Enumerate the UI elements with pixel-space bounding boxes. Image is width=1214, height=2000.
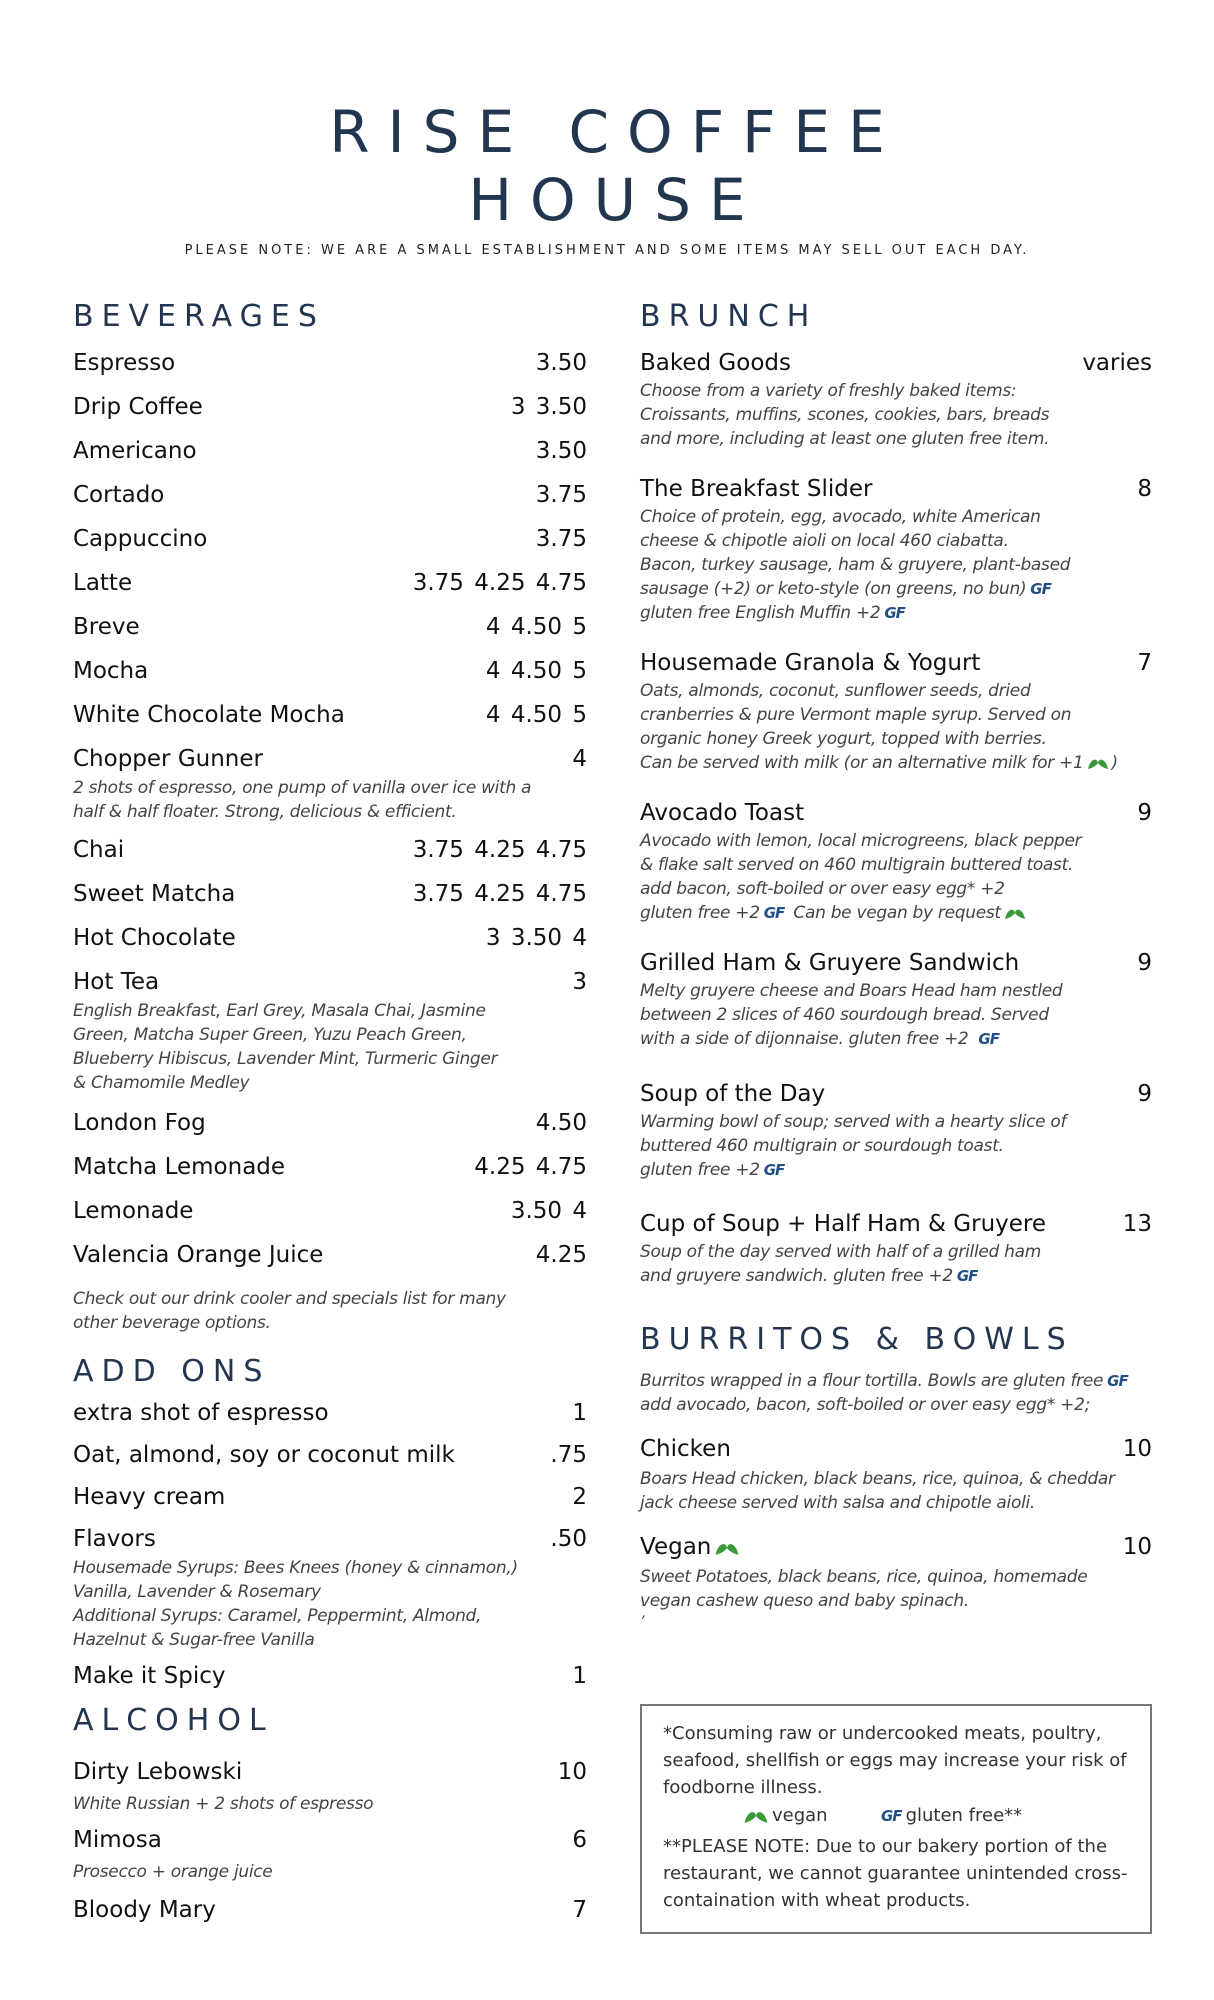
- legend-gf-label: gluten free**: [905, 1805, 1023, 1826]
- menu-item-bloody-mary: [73, 1884, 587, 1930]
- desc-line: [640, 601, 1152, 625]
- menu-item-avocado-toast: [640, 789, 1152, 833]
- menu-item-granola-yogurt: [640, 639, 1152, 683]
- item-name-text: Vegan: [640, 1534, 712, 1560]
- item-name: London Fog: [73, 1110, 206, 1136]
- breakfast-slider-description: [640, 505, 1152, 639]
- menu-item-cappuccino: [73, 515, 587, 559]
- desc-text: Can be served with milk (or an alternative milk for +1: [640, 753, 1084, 773]
- desc-line: cranberries & pure Vermont maple syrup. Served on: [640, 705, 1072, 725]
- desc-text: gluten free +2: [640, 1160, 760, 1180]
- item-name: Chopper Gunner: [73, 746, 263, 772]
- item-price: 4 4.50 5: [485, 658, 587, 684]
- item-price: 10: [1122, 1436, 1152, 1462]
- desc-line: [640, 1027, 1152, 1051]
- desc-line: Sweet Potatoes, black beans, rice, quinoa, homemade: [640, 1567, 1088, 1587]
- menu-item-cortado: [73, 471, 587, 515]
- disclaimer-line: foodborne illness.: [663, 1777, 823, 1798]
- menu-item-grilled-ham-gruyere: [640, 939, 1152, 983]
- desc-line: and more, including at least one gluten free item.: [640, 429, 1050, 449]
- item-name: Matcha Lemonade: [73, 1154, 286, 1180]
- menu-item-latte: [73, 559, 587, 603]
- menu-item-baked-goods: [640, 339, 1152, 383]
- desc-line: Prosecco + orange juice: [73, 1862, 273, 1882]
- icon-legend: [663, 1801, 1130, 1833]
- item-name: Mimosa: [73, 1827, 162, 1853]
- disclaimer-line: **PLEASE NOTE: Due to our bakery portion of the: [663, 1836, 1108, 1857]
- vegan-leaf-icon: [1004, 906, 1026, 920]
- legend-gluten-free: [881, 1802, 1022, 1830]
- desc-line: Croissants, muffins, scones, cookies, bars, breads: [640, 405, 1050, 425]
- desc-line: [640, 751, 1152, 775]
- menu-item-heavy-cream: [73, 1475, 587, 1517]
- gluten-free-icon: GF: [763, 1161, 785, 1179]
- item-name: Sweet Matcha: [73, 881, 236, 907]
- item-name: Americano: [73, 438, 197, 464]
- desc-line: Oats, almonds, coconut, sunflower seeds, dried: [640, 681, 1031, 701]
- menu-item-vegan: [640, 1531, 1152, 1567]
- desc-line: other beverage options.: [73, 1313, 271, 1333]
- chopper-gunner-description: [73, 776, 587, 826]
- desc-line: [640, 1158, 1152, 1182]
- sell-out-notice: PLEASE NOTE: WE ARE A SMALL ESTABLISHMENT AND SOME ITEMS MAY SELL OUT EACH DAY.: [184, 243, 1030, 258]
- desc-line: Avocado with lemon, local microgreens, black pepper: [640, 831, 1082, 851]
- vegan-leaf-icon: [714, 1540, 740, 1556]
- flavors-description: [73, 1556, 587, 1656]
- right-column: [640, 295, 1152, 1633]
- item-price: .75: [550, 1442, 587, 1468]
- desc-line: 2 shots of espresso, one pump of vanilla over ice with a: [73, 778, 532, 798]
- desc-line: Housemade Syrups: Bees Knees (honey & cinnamon,): [73, 1558, 518, 1578]
- item-name: Valencia Orange Juice: [73, 1242, 324, 1268]
- item-name: Chai: [73, 837, 125, 863]
- item-name: Latte: [73, 570, 133, 596]
- desc-line: Melty gruyere cheese and Boars Head ham nestled: [640, 981, 1063, 1001]
- menu-item-chopper-gunner: [73, 735, 587, 779]
- menu-item-extra-shot: [73, 1391, 587, 1433]
- menu-item-espresso: [73, 339, 587, 383]
- menu-item-breakfast-slider: [640, 465, 1152, 509]
- item-name: Baked Goods: [640, 350, 791, 376]
- item-price: 6: [572, 1827, 587, 1853]
- gluten-free-icon: GF: [1030, 580, 1051, 598]
- menu-item-flavors: [73, 1517, 587, 1559]
- menu-item-chai: [73, 826, 587, 870]
- item-name: Lemonade: [73, 1198, 194, 1224]
- gluten-free-icon: GF: [1107, 1372, 1128, 1390]
- desc-line: Blueberry Hibiscus, Lavender Mint, Turmeric Ginger: [73, 1049, 498, 1069]
- desc-line: & flake salt served on 460 multigrain buttered toast.: [640, 855, 1074, 875]
- desc-line: Bacon, turkey sausage, ham & gruyere, plant-based: [640, 555, 1071, 575]
- item-name: Heavy cream: [73, 1484, 226, 1510]
- burritos-bowls-heading: BURRITOS & BOWLS: [640, 1322, 1074, 1357]
- burritos-intro: [640, 1369, 1152, 1433]
- item-name: Mocha: [73, 658, 149, 684]
- item-price: 9: [1137, 950, 1152, 976]
- disclaimer-line: containation with wheat products.: [663, 1890, 971, 1911]
- desc-line: [640, 1264, 1152, 1288]
- desc-text: sausage (+2) or keto-style (on greens, no bun): [640, 579, 1027, 599]
- item-name: Chicken: [640, 1436, 731, 1462]
- gluten-free-icon: GF: [884, 604, 905, 622]
- desc-line: Additional Syrups: Caramel, Peppermint, Almond,: [73, 1606, 482, 1626]
- menu-item-breve: [73, 603, 587, 647]
- desc-line: organic honey Greek yogurt, topped with berries.: [640, 729, 1047, 749]
- desc-line: add bacon, soft-boiled or over easy egg* +2: [640, 879, 1005, 899]
- left-column: [73, 295, 587, 1930]
- beverage-footer-note: [73, 1287, 587, 1353]
- item-price: 3.75 4.25 4.75: [412, 837, 587, 863]
- beverages-heading: BEVERAGES: [73, 299, 325, 334]
- desc-line: White Russian + 2 shots of espresso: [73, 1794, 374, 1814]
- cup-soup-description: [640, 1240, 1152, 1317]
- item-price: 3.50: [535, 350, 587, 376]
- desc-line: Choice of protein, egg, avocado, white American: [640, 507, 1041, 527]
- desc-text: Can be vegan by request: [793, 903, 1001, 923]
- desc-text: gluten free +2: [640, 903, 760, 923]
- menu-item-valencia-orange-juice: [73, 1231, 587, 1275]
- item-name: Dirty Lebowski: [73, 1759, 243, 1785]
- grilled-ham-description: [640, 979, 1152, 1070]
- desc-line: cheese & chipotle aioli on local 460 ciabatta.: [640, 531, 1009, 551]
- item-price: 4.25 4.75: [474, 1154, 587, 1180]
- avocado-toast-description: [640, 829, 1152, 939]
- menu-item-mocha: [73, 647, 587, 691]
- desc-line: Choose from a variety of freshly baked items:: [640, 381, 1017, 401]
- menu-item-dirty-lebowski: [73, 1746, 587, 1792]
- menu-item-drip-coffee: [73, 383, 587, 427]
- item-name: Flavors: [73, 1526, 156, 1552]
- stray-mark: ’: [640, 1614, 645, 1630]
- item-name: Bloody Mary: [73, 1897, 216, 1923]
- menu-item-soup-of-the-day: [640, 1070, 1152, 1114]
- item-price: 3.75: [535, 482, 587, 508]
- item-price: 4.25: [535, 1242, 587, 1268]
- item-name: extra shot of espresso: [73, 1400, 329, 1426]
- desc-line: Green, Matcha Super Green, Yuzu Peach Green,: [73, 1025, 467, 1045]
- item-name: Hot Chocolate: [73, 925, 236, 951]
- item-price: 3: [572, 969, 587, 995]
- desc-text: ): [1111, 753, 1118, 773]
- gluten-free-icon: GF: [763, 904, 785, 922]
- item-price: 2: [572, 1484, 587, 1510]
- desc-text: Burritos wrapped in a flour tortilla. Bowls are gluten free: [640, 1371, 1104, 1391]
- item-name: White Chocolate Mocha: [73, 702, 345, 728]
- mimosa-description: [73, 1860, 587, 1884]
- item-name: [640, 1533, 743, 1561]
- item-price: 3.75 4.25 4.75: [412, 881, 587, 907]
- item-price: 4 4.50 5: [485, 702, 587, 728]
- desc-text: and gruyere sandwich. gluten free +2: [640, 1266, 953, 1286]
- desc-line: & Chamomile Medley: [73, 1073, 250, 1093]
- menu-item-london-fog: [73, 1099, 587, 1143]
- desc-line: Boars Head chicken, black beans, rice, quinoa, & cheddar: [640, 1469, 1115, 1489]
- hot-tea-description: [73, 999, 587, 1099]
- item-price: 3 3.50 4: [485, 925, 587, 951]
- menu-item-alt-milk: [73, 1433, 587, 1475]
- item-price: 1: [572, 1663, 587, 1689]
- gluten-free-icon: GF: [978, 1030, 999, 1048]
- item-price: .50: [550, 1526, 587, 1552]
- title-line-1: RISE COFFEE: [329, 98, 903, 166]
- item-price: 13: [1122, 1211, 1152, 1237]
- menu-item-chicken: [640, 1433, 1152, 1469]
- item-price: 3.50 4: [510, 1198, 587, 1224]
- desc-line: English Breakfast, Earl Grey, Masala Chai, Jasmine: [73, 1001, 486, 1021]
- item-name: Make it Spicy: [73, 1663, 226, 1689]
- menu-item-americano: [73, 427, 587, 471]
- item-name: Breve: [73, 614, 140, 640]
- desc-line: [640, 577, 1152, 601]
- menu-item-matcha-lemonade: [73, 1143, 587, 1187]
- baked-goods-description: [640, 379, 1152, 465]
- item-price: 3.75: [535, 526, 587, 552]
- desc-line: [640, 901, 1152, 925]
- desc-line: between 2 slices of 460 sourdough bread. Served: [640, 1005, 1049, 1025]
- item-price: 7: [572, 1897, 587, 1923]
- item-price: 4: [572, 746, 587, 772]
- item-price: 9: [1137, 1081, 1152, 1107]
- vegan-leaf-icon: [743, 1808, 769, 1824]
- menu-item-make-it-spicy: [73, 1656, 587, 1696]
- item-price: 9: [1137, 800, 1152, 826]
- item-price: 3.75 4.25 4.75: [412, 570, 587, 596]
- disclaimer-line: restaurant, we cannot guarantee unintended cross-: [663, 1863, 1128, 1884]
- item-name: Cup of Soup + Half Ham & Gruyere: [640, 1211, 1047, 1237]
- menu-item-sweet-matcha: [73, 870, 587, 914]
- desc-line: Check out our drink cooler and specials list for many: [73, 1289, 506, 1309]
- dirty-lebowski-description: [73, 1792, 587, 1816]
- item-name: Oat, almond, soy or coconut milk: [73, 1442, 455, 1468]
- menu-item-white-chocolate-mocha: [73, 691, 587, 735]
- menu-item-cup-soup-half-ham: [640, 1200, 1152, 1244]
- item-price: 10: [1122, 1534, 1152, 1560]
- item-name: Cappuccino: [73, 526, 208, 552]
- desc-line: [640, 1369, 1152, 1393]
- menu-item-lemonade: [73, 1187, 587, 1231]
- desc-line: vegan cashew queso and baby spinach.: [640, 1591, 969, 1611]
- item-name: Soup of the Day: [640, 1081, 826, 1107]
- item-price: varies: [1082, 350, 1152, 376]
- menu-item-hot-chocolate: [73, 914, 587, 958]
- item-name: Hot Tea: [73, 969, 160, 995]
- desc-line: add avocado, bacon, soft-boiled or over easy egg* +2;: [640, 1395, 1091, 1415]
- item-name: Drip Coffee: [73, 394, 203, 420]
- desc-line: jack cheese served with salsa and chipotle aioli.: [640, 1493, 1036, 1513]
- item-price: 4 4.50 5: [485, 614, 587, 640]
- item-price: 1: [572, 1400, 587, 1426]
- desc-line: Soup of the day served with half of a grilled ham: [640, 1242, 1041, 1262]
- desc-line: Hazelnut & Sugar-free Vanilla: [73, 1630, 315, 1650]
- menu-item-mimosa: [73, 1816, 587, 1860]
- add-ons-heading: ADD ONS: [73, 1354, 271, 1389]
- item-name: Housemade Granola & Yogurt: [640, 650, 981, 676]
- item-name: Grilled Ham & Gruyere Sandwich: [640, 950, 1020, 976]
- item-price: 4.50: [535, 1110, 587, 1136]
- item-name: Cortado: [73, 482, 165, 508]
- vegan-description: [640, 1565, 1152, 1613]
- vegan-leaf-icon: [1087, 756, 1109, 770]
- desc-text: gluten free English Muffin +2: [640, 603, 881, 623]
- menu-item-hot-tea: [73, 958, 587, 1002]
- alcohol-heading: ALCOHOL: [73, 1703, 274, 1738]
- desc-text: with a side of dijonnaise. gluten free +2: [640, 1029, 969, 1049]
- chicken-description: [640, 1467, 1152, 1531]
- item-name: Espresso: [73, 350, 176, 376]
- legend-vegan: [740, 1802, 828, 1829]
- desc-line: Vanilla, Lavender & Rosemary: [73, 1582, 321, 1602]
- item-price: 7: [1137, 650, 1152, 676]
- gluten-free-icon: GF: [956, 1267, 978, 1285]
- disclaimer-line: *Consuming raw or undercooked meats, poultry,: [663, 1723, 1102, 1744]
- allergy-disclaimer-box: [640, 1704, 1152, 1934]
- item-price: 8: [1137, 476, 1152, 502]
- granola-description: [640, 679, 1152, 789]
- desc-line: Warming bowl of soup; served with a hearty slice of: [640, 1112, 1067, 1132]
- title-line-2: HOUSE: [468, 166, 764, 234]
- page-title: [0, 98, 1214, 234]
- brunch-heading: BRUNCH: [640, 299, 818, 334]
- desc-line: buttered 460 multigrain or sourdough toast.: [640, 1136, 1004, 1156]
- item-name: Avocado Toast: [640, 800, 805, 826]
- disclaimer-line: seafood, shellfish or eggs may increase your risk of: [663, 1750, 1127, 1771]
- item-price: 10: [557, 1759, 587, 1785]
- item-price: 3.50: [535, 438, 587, 464]
- legend-vegan-label: vegan: [772, 1805, 828, 1826]
- desc-line: half & half floater. Strong, delicious & efficient.: [73, 802, 457, 822]
- soup-description: [640, 1110, 1152, 1200]
- gluten-free-icon: GF: [881, 1807, 902, 1825]
- item-price: 3 3.50: [510, 394, 587, 420]
- item-name: The Breakfast Slider: [640, 476, 873, 502]
